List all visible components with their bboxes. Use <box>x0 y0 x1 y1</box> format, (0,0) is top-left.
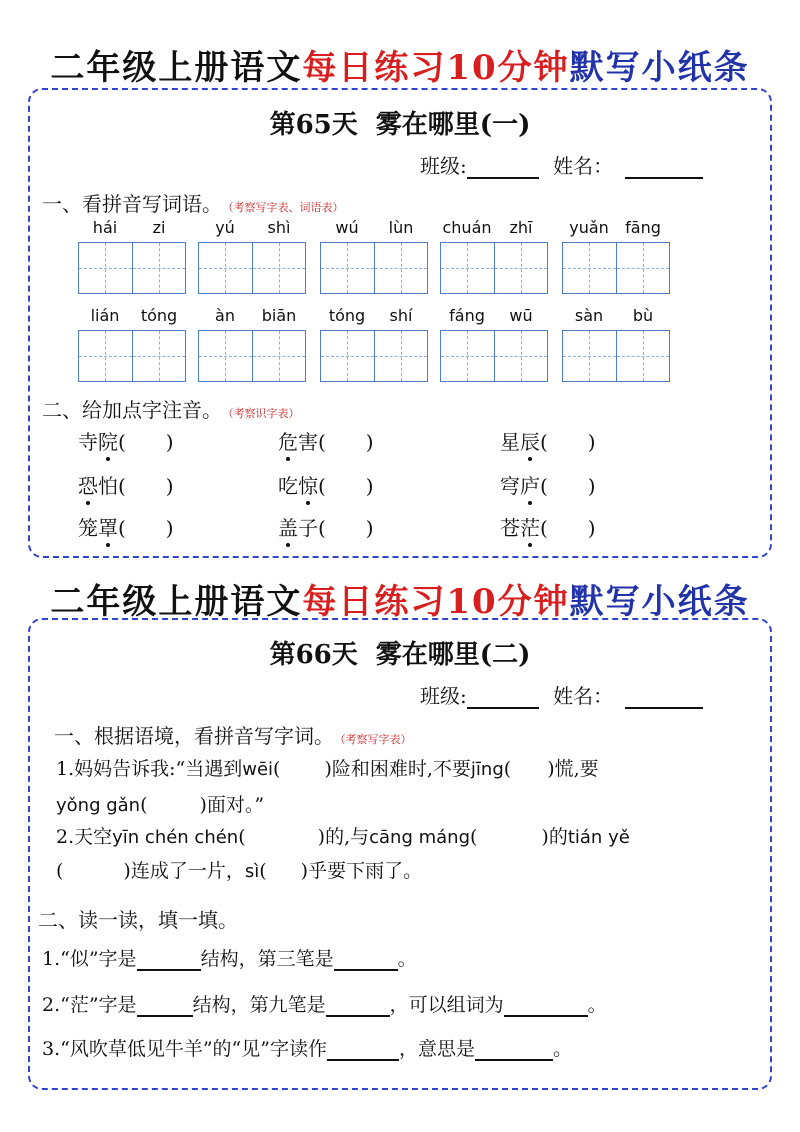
tianzige-grid <box>198 330 306 382</box>
q1-text: 1.妈妈告诉我:“当遇到 <box>56 758 243 780</box>
q2-answer-blank[interactable]: ( <box>238 826 246 848</box>
name-label: 姓名： <box>553 154 614 178</box>
writing-cell[interactable] <box>252 331 306 381</box>
answer-parentheses[interactable]: ( ) <box>318 430 374 454</box>
pinyin-row <box>440 218 548 242</box>
writing-cell[interactable] <box>252 243 306 293</box>
zhuyin-item <box>278 470 374 499</box>
section-note: （考察识字表） <box>228 407 300 420</box>
zhuyin-item <box>78 512 174 541</box>
pinyin-syllable: lùn <box>388 218 414 237</box>
fill-text: 2.“茫”字是 <box>42 994 137 1016</box>
fill-question-2 <box>42 990 607 1017</box>
q1-pinyin: wēi <box>242 759 274 780</box>
pinyin-row <box>562 218 670 242</box>
pinyin-syllable: hái <box>92 218 118 237</box>
word-char: 穹 <box>500 474 520 498</box>
word-char: 寺 <box>78 430 98 454</box>
tianzige-grid <box>78 330 186 382</box>
class-label: 班级: <box>420 154 467 178</box>
fill-text: 。 <box>553 1038 573 1060</box>
fill-text: ，可以组词为 <box>389 994 504 1016</box>
section-note: （考察写字表） <box>340 733 412 746</box>
zhuyin-item <box>78 470 174 499</box>
pinyin-syllable: wū <box>509 306 533 325</box>
q2-answer-blank[interactable]: ( <box>470 826 478 848</box>
pinyin-syllable: tóng <box>140 306 178 325</box>
dotted-char: 恐 <box>78 470 98 499</box>
name-label: 姓名： <box>553 684 614 708</box>
word-group <box>78 306 186 382</box>
word-group <box>440 218 548 294</box>
section-title: 一、看拼音写词语。 <box>42 192 222 216</box>
word-char: 吃 <box>278 474 298 498</box>
question-2-line-1 <box>56 822 630 849</box>
word-group <box>320 218 428 294</box>
section-title: 二、读一读，填一填。 <box>38 908 238 932</box>
pinyin-row <box>78 218 186 242</box>
pinyin-row <box>78 306 186 330</box>
pinyin-syllable: yuǎn <box>569 218 609 237</box>
dotted-char: 罩 <box>98 512 118 541</box>
tianzige-grid <box>198 242 306 294</box>
q1-pinyin: jīng <box>470 759 504 780</box>
fill-question-3 <box>42 1034 572 1061</box>
class-name-line <box>420 150 703 179</box>
pinyin-row <box>320 306 428 330</box>
pinyin-row <box>440 306 548 330</box>
section-heading <box>42 188 344 217</box>
class-blank[interactable] <box>467 707 539 709</box>
fill-blank[interactable] <box>504 1015 588 1017</box>
word-group <box>440 306 548 382</box>
q2-text: )的 <box>541 826 568 848</box>
fill-text: 3.“风吹草低见牛羊”的“见”字读作 <box>42 1038 327 1060</box>
answer-parentheses[interactable]: ( ) <box>318 474 374 498</box>
answer-parentheses[interactable]: ( ) <box>118 516 174 540</box>
answer-parentheses[interactable]: ( ) <box>540 430 596 454</box>
word-group <box>320 306 428 382</box>
writing-cell[interactable] <box>132 243 186 293</box>
fill-blank[interactable] <box>475 1059 553 1061</box>
tianzige-grid <box>320 330 428 382</box>
fill-blank[interactable] <box>327 1059 399 1061</box>
pinyin-row <box>198 306 306 330</box>
question-1-line-2 <box>56 790 264 817</box>
pinyin-syllable: fáng <box>449 306 485 325</box>
banner-part1: 二年级上册语文 <box>50 582 303 622</box>
pinyin-syllable: zi <box>152 218 166 237</box>
writing-cell[interactable] <box>563 331 616 381</box>
section-heading <box>42 394 300 423</box>
fill-blank[interactable] <box>326 1015 390 1017</box>
sheet-2-title <box>0 634 800 671</box>
fill-text: 1.“似”字是 <box>42 948 137 970</box>
writing-cell[interactable] <box>79 331 132 381</box>
banner-part1: 二年级上册语文 <box>50 48 303 88</box>
pinyin-syllable: àn <box>215 306 235 325</box>
writing-cell[interactable] <box>441 331 494 381</box>
dotted-char: 茫 <box>520 512 540 541</box>
dotted-char: 盖 <box>278 512 298 541</box>
writing-cell[interactable] <box>563 243 616 293</box>
name-blank[interactable] <box>625 707 703 709</box>
q2-pinyin: yīn chén chén <box>112 827 239 848</box>
banner-part2: 每日练习10分钟 <box>302 48 570 88</box>
dotted-char: 庐 <box>520 470 540 499</box>
pinyin-syllable: wú <box>335 218 359 237</box>
pinyin-syllable: biān <box>261 306 297 325</box>
dotted-char: 危 <box>278 426 298 455</box>
pinyin-syllable: bù <box>632 306 654 325</box>
writing-cell[interactable] <box>494 243 548 293</box>
q2-pinyin: tián yě <box>567 827 630 848</box>
question-2-line-2 <box>56 856 422 883</box>
fill-text: 结构，第三笔是 <box>200 948 334 970</box>
answer-parentheses[interactable]: ( ) <box>540 516 596 540</box>
writing-cell[interactable] <box>79 243 132 293</box>
q1-text: )面对。” <box>199 794 265 816</box>
banner-part3: 默写小纸条 <box>569 582 750 622</box>
section-title: 一、根据语境，看拼音写字词。 <box>54 724 334 748</box>
fill-question-1 <box>42 944 417 971</box>
section-title: 二、给加点字注音。 <box>42 398 222 422</box>
writing-cell[interactable] <box>321 243 374 293</box>
zhuyin-item <box>500 512 596 541</box>
word-char: 星 <box>500 430 520 454</box>
pinyin-syllable: tóng <box>328 306 366 325</box>
word-group <box>78 218 186 294</box>
banner-part2: 每日练习10分钟 <box>302 582 570 622</box>
zhuyin-item <box>278 512 374 541</box>
writing-cell[interactable] <box>374 243 428 293</box>
writing-cell[interactable] <box>374 331 428 381</box>
q1-text: )慌,要 <box>547 758 599 780</box>
dotted-char: 院 <box>98 426 118 455</box>
pinyin-syllable: lián <box>90 306 120 325</box>
day-label: 第66天 <box>269 640 358 670</box>
zhuyin-item <box>500 470 596 499</box>
answer-parentheses[interactable]: ( ) <box>118 430 174 454</box>
lesson-title: 雾在哪里(一) <box>375 110 531 140</box>
tianzige-grid <box>440 330 548 382</box>
pinyin-syllable: zhī <box>509 218 533 237</box>
banner-2 <box>0 574 800 623</box>
section-heading <box>54 720 412 749</box>
section-heading <box>38 904 238 933</box>
class-label: 班级: <box>420 684 467 708</box>
word-group <box>562 218 670 294</box>
tianzige-grid <box>440 242 548 294</box>
answer-parentheses[interactable]: ( ) <box>118 474 174 498</box>
tianzige-grid <box>78 242 186 294</box>
q2-pinyin: sì <box>244 861 260 882</box>
word-char: 怕 <box>98 474 118 498</box>
answer-parentheses[interactable]: ( ) <box>540 474 596 498</box>
section-note: （考察写字表、词语表） <box>228 201 344 214</box>
pinyin-syllable: shí <box>389 306 413 325</box>
q2-text: 2.天空 <box>56 826 113 848</box>
fill-text: 。 <box>587 994 607 1016</box>
q1-pinyin: yǒng gǎn <box>56 795 141 816</box>
q1-text: )险和困难时,不要 <box>324 758 471 780</box>
lesson-title: 雾在哪里(二) <box>375 640 531 670</box>
pinyin-syllable: fāng <box>625 218 661 237</box>
fill-text: 结构，第九笔是 <box>192 994 326 1016</box>
pinyin-row <box>320 218 428 242</box>
q2-text: )的,与 <box>317 826 370 848</box>
q2-answer-blank[interactable]: ( <box>56 860 64 882</box>
writing-cell[interactable] <box>199 243 252 293</box>
word-group <box>198 218 306 294</box>
fill-blank[interactable] <box>137 969 201 971</box>
word-char: 苍 <box>500 516 520 540</box>
class-name-line <box>420 680 703 709</box>
pinyin-syllable: chuán <box>442 218 492 237</box>
pinyin-syllable: shì <box>267 218 291 237</box>
fill-blank[interactable] <box>334 969 398 971</box>
q2-pinyin: cāng máng <box>369 827 470 848</box>
word-char: 子 <box>298 516 318 540</box>
q1-answer-blank[interactable]: ( <box>503 758 512 780</box>
banner-part3: 默写小纸条 <box>569 48 750 88</box>
fill-text: 。 <box>397 948 417 970</box>
class-blank[interactable] <box>467 177 539 179</box>
pinyin-row <box>562 306 670 330</box>
zhuyin-item <box>278 426 374 455</box>
q2-answer-blank[interactable]: ( <box>259 860 267 882</box>
question-1-line-1 <box>56 754 599 781</box>
pinyin-syllable: yú <box>215 218 235 237</box>
q1-answer-blank[interactable]: ( <box>273 758 281 780</box>
answer-parentheses[interactable]: ( ) <box>318 516 374 540</box>
word-char: 害 <box>298 430 318 454</box>
fill-blank[interactable] <box>137 1015 193 1017</box>
zhuyin-item <box>500 426 596 455</box>
dotted-char: 辰 <box>520 426 540 455</box>
pinyin-syllable: sàn <box>574 306 604 325</box>
dotted-char: 惊 <box>298 470 318 499</box>
word-char: 笼 <box>78 516 98 540</box>
writing-cell[interactable] <box>441 243 494 293</box>
word-group <box>198 306 306 382</box>
writing-cell[interactable] <box>321 331 374 381</box>
tianzige-grid <box>562 330 670 382</box>
zhuyin-item <box>78 426 174 455</box>
sheet-1-title <box>0 104 800 141</box>
writing-cell[interactable] <box>616 243 670 293</box>
writing-cell[interactable] <box>494 331 548 381</box>
pinyin-row <box>198 218 306 242</box>
word-group <box>562 306 670 382</box>
day-label: 第65天 <box>269 110 358 140</box>
q2-text: )连成了一片， <box>123 860 245 882</box>
fill-text: ，意思是 <box>398 1038 475 1060</box>
q1-answer-blank[interactable]: ( <box>140 794 148 816</box>
banner-1 <box>0 40 800 89</box>
writing-cell[interactable] <box>199 331 252 381</box>
writing-cell[interactable] <box>132 331 186 381</box>
tianzige-grid <box>320 242 428 294</box>
writing-cell[interactable] <box>616 331 670 381</box>
tianzige-grid <box>562 242 670 294</box>
name-blank[interactable] <box>625 177 703 179</box>
q2-text: )乎要下雨了。 <box>300 860 423 882</box>
